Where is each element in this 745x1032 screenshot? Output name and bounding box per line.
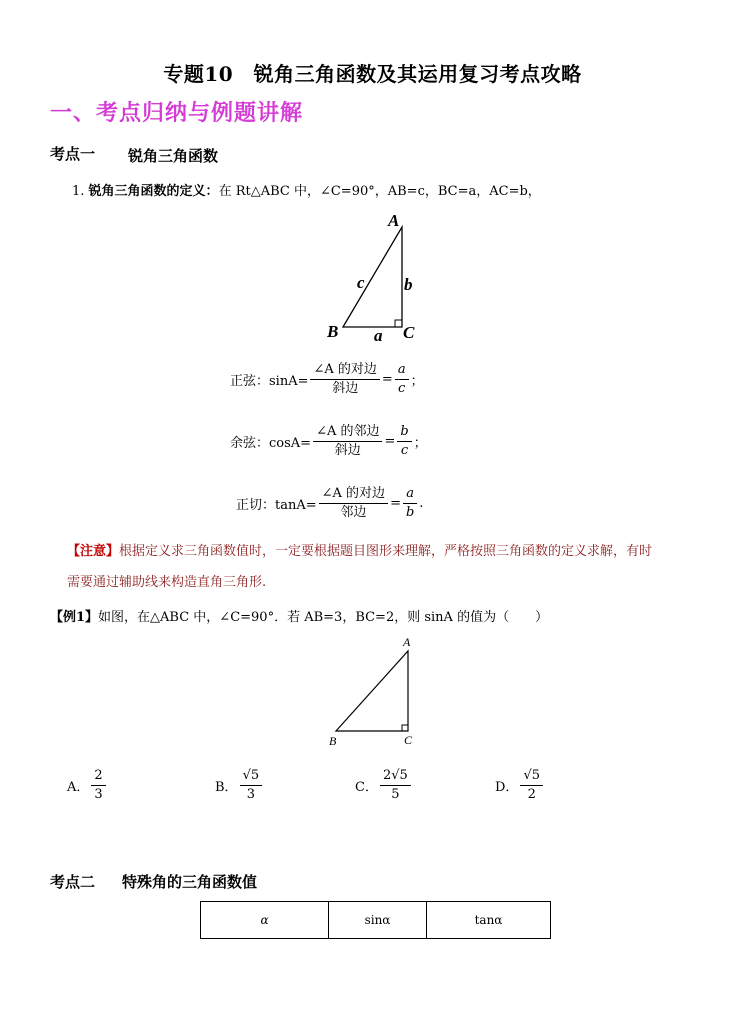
cosine-word-numerator: ∠A 的邻边 <box>313 424 382 442</box>
sine-equals: = <box>381 372 393 387</box>
option-b-numerator: √5 <box>240 768 263 786</box>
tangent-end: . <box>419 496 424 511</box>
definition-line <box>72 180 541 199</box>
tangent-label: 正切：tanA= <box>236 498 317 513</box>
sine-word-denominator: 斜边 <box>332 381 359 396</box>
triangle-figure-1 <box>320 210 430 350</box>
tangent-formula <box>236 486 423 521</box>
tangent-letter-denominator: b <box>405 505 415 520</box>
sine-word-fraction <box>310 362 379 397</box>
definition-number: 1. <box>72 184 85 199</box>
cosine-equals: = <box>384 434 396 449</box>
definition-bold: 锐角三角函数的定义： <box>88 184 219 199</box>
tangent-word-fraction <box>319 486 388 521</box>
kp1-label: 考点一 <box>50 145 96 163</box>
option-a[interactable] <box>67 768 108 803</box>
cosine-formula <box>230 424 427 459</box>
example-1 <box>50 606 548 625</box>
tangent-letter-fraction <box>403 486 417 521</box>
section-heading: 一、考点归纳与例题讲解 <box>50 101 304 126</box>
cosine-word-denominator: 斜边 <box>334 443 361 458</box>
sine-word-numerator: ∠A 的对边 <box>310 362 379 380</box>
tangent-word-numerator: ∠A 的对边 <box>319 486 388 504</box>
option-c[interactable] <box>355 768 413 803</box>
option-a-numerator: 2 <box>91 768 105 786</box>
kp1-name: 锐角三角函数 <box>128 147 219 165</box>
note-line-1 <box>67 537 652 567</box>
cosine-letter-numerator: b <box>397 424 411 442</box>
option-c-label: C． <box>355 780 378 795</box>
option-a-fraction <box>91 768 105 803</box>
cosine-word-fraction <box>313 424 382 459</box>
fig1-label-A: A <box>388 211 400 230</box>
option-c-fraction <box>380 768 411 803</box>
option-c-numerator: 2√5 <box>380 768 411 786</box>
kp2-label: 考点二 <box>50 873 96 891</box>
option-d-label: D． <box>495 780 519 795</box>
sine-letter-numerator: a <box>395 362 409 380</box>
cosine-label: 余弦：cosA= <box>230 436 312 451</box>
option-b-denominator: 3 <box>246 787 255 802</box>
sine-letter-fraction <box>395 362 409 397</box>
table-header-row <box>201 902 551 939</box>
option-d-fraction <box>520 768 543 803</box>
option-d[interactable] <box>495 768 545 803</box>
fig1-label-a: a <box>374 326 383 345</box>
example-tag: 【例1】 <box>50 610 99 625</box>
fig1-label-B: B <box>327 322 339 341</box>
note-text-1: 根据定义求三角函数值时，一定要根据题目图形来理解，严格按照三角函数的定义求解，有时 <box>119 544 653 559</box>
kp2-name: 特殊角的三角函数值 <box>122 873 258 891</box>
cosine-letter-denominator: c <box>400 443 409 458</box>
triangle-figure-2 <box>322 632 422 750</box>
sine-end: ； <box>410 374 424 389</box>
fig2-label-B: B <box>329 734 337 748</box>
table-header-tan: tanα <box>427 902 551 939</box>
option-b[interactable] <box>215 768 264 803</box>
right-angle-mark-1 <box>395 320 402 327</box>
option-a-denominator: 3 <box>94 787 103 802</box>
option-d-numerator: √5 <box>520 768 543 786</box>
page-title: 专题10 锐角三角函数及其运用复习考点攻略 <box>163 62 582 86</box>
sine-formula <box>230 362 424 397</box>
fig2-label-C: C <box>404 733 413 747</box>
tangent-equals: = <box>390 496 401 511</box>
option-a-label: A． <box>67 780 90 795</box>
option-c-denominator: 5 <box>391 787 400 802</box>
right-angle-mark-2 <box>402 725 408 731</box>
table-header-sin: sinα <box>329 902 427 939</box>
triangle-1 <box>343 227 402 327</box>
definition-text: 在 Rt△ABC 中，∠C=90°，AB=c，BC=a，AC=b， <box>218 184 541 199</box>
sine-label: 正弦：sinA= <box>230 374 309 389</box>
triangle-2 <box>336 651 408 731</box>
table-header-alpha: α <box>201 902 329 939</box>
option-b-fraction <box>240 768 263 803</box>
note-line-2: 需要通过辅助线来构造直角三角形. <box>67 575 267 590</box>
fig2-label-A: A <box>403 635 411 649</box>
example-text: 如图，在△ABC 中，∠C=90°．若 AB=3，BC=2，则 sinA 的值为（ ） <box>98 610 549 625</box>
cosine-end: ； <box>413 436 427 451</box>
special-angle-table <box>200 901 551 939</box>
cosine-letter-fraction <box>397 424 411 459</box>
option-d-denominator: 2 <box>527 787 536 802</box>
fig1-label-C: C <box>403 323 415 342</box>
option-b-label: B． <box>215 780 238 795</box>
tangent-letter-numerator: a <box>403 486 417 504</box>
fig1-label-c: c <box>357 273 365 292</box>
sine-letter-denominator: c <box>398 381 406 396</box>
fig1-label-b: b <box>404 275 413 294</box>
note-tag: 【注意】 <box>67 544 120 559</box>
tangent-word-denominator: 邻边 <box>340 505 367 520</box>
